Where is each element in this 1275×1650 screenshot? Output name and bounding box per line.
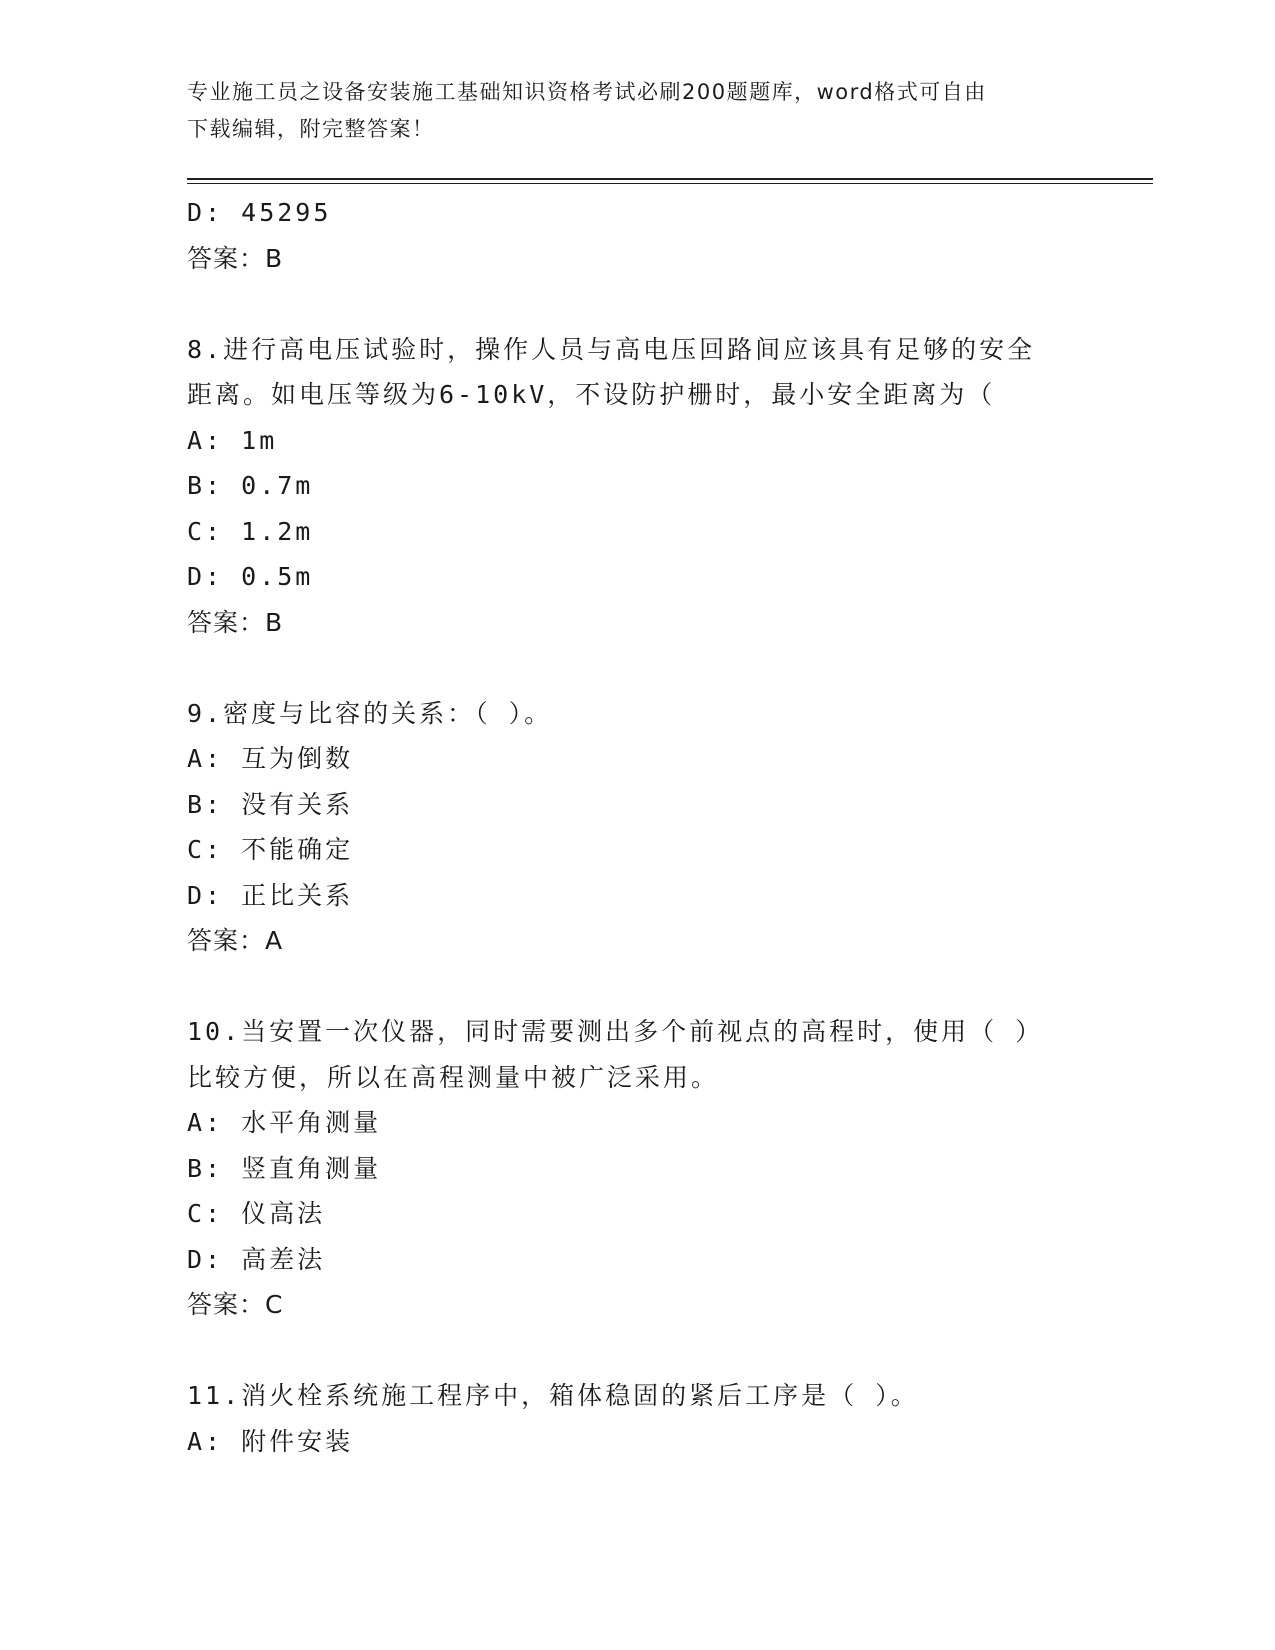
- option-a-line: A: 互为倒数: [187, 744, 354, 773]
- question-10-line-1: 10.当安置一次仪器，同时需要测出多个前视点的高程时，使用（ ）: [187, 1017, 1044, 1046]
- spacer: [187, 645, 1087, 691]
- option-a-line: A: 附件安装: [187, 1426, 354, 1456]
- question-8-line-1: 8.进行高电压试验时，操作人员与高电压回路间应该具有足够的安全: [187, 334, 1036, 364]
- header-divider-thin: [187, 183, 1153, 184]
- option-a-line: A: 1m: [187, 425, 278, 455]
- option-d-line: D: 正比关系: [187, 880, 354, 910]
- option-c-line: C: 仪高法: [187, 1199, 326, 1228]
- answer-line: 答案：A: [187, 926, 284, 955]
- question-11-line-1: 11.消火栓系统施工程序中，箱体稳固的紧后工序是（ ）。: [187, 1381, 919, 1410]
- spacer: [187, 281, 1087, 327]
- option-b-line: B: 没有关系: [187, 789, 354, 819]
- header-line-2: 下载编辑，附完整答案！: [187, 117, 435, 141]
- question-9-line-1: 9.密度与比容的关系：（ ）。: [187, 698, 553, 728]
- option-c-line: C: 不能确定: [187, 835, 354, 864]
- answer-line: 答案：B: [187, 607, 284, 637]
- answer-line: 答案：C: [187, 1290, 284, 1319]
- header-line-1: 专业施工员之设备安装施工基础知识资格考试必刷200题题库，word格式可自由: [187, 80, 987, 104]
- option-d-line: D: 高差法: [187, 1244, 326, 1274]
- option-d-line: D: 45295: [187, 198, 332, 227]
- option-d-line: D: 0.5m: [187, 562, 314, 591]
- option-b-line: B: 竖直角测量: [187, 1153, 382, 1183]
- option-b-line: B: 0.7m: [187, 471, 314, 500]
- option-a-line: A: 水平角测量: [187, 1108, 382, 1137]
- document-header: [187, 74, 1067, 148]
- spacer: [187, 964, 1087, 1010]
- option-c-line: C: 1.2m: [187, 516, 314, 546]
- header-divider-thick: [187, 178, 1153, 180]
- question-content: [187, 190, 1087, 1464]
- answer-line: 答案：B: [187, 243, 284, 273]
- question-8-line-2: 距离。如电压等级为6-10kV，不设防护栅时，最小安全距离为（: [187, 380, 996, 409]
- spacer: [187, 1328, 1087, 1374]
- question-10-line-2: 比较方便，所以在高程测量中被广泛采用。: [187, 1062, 720, 1092]
